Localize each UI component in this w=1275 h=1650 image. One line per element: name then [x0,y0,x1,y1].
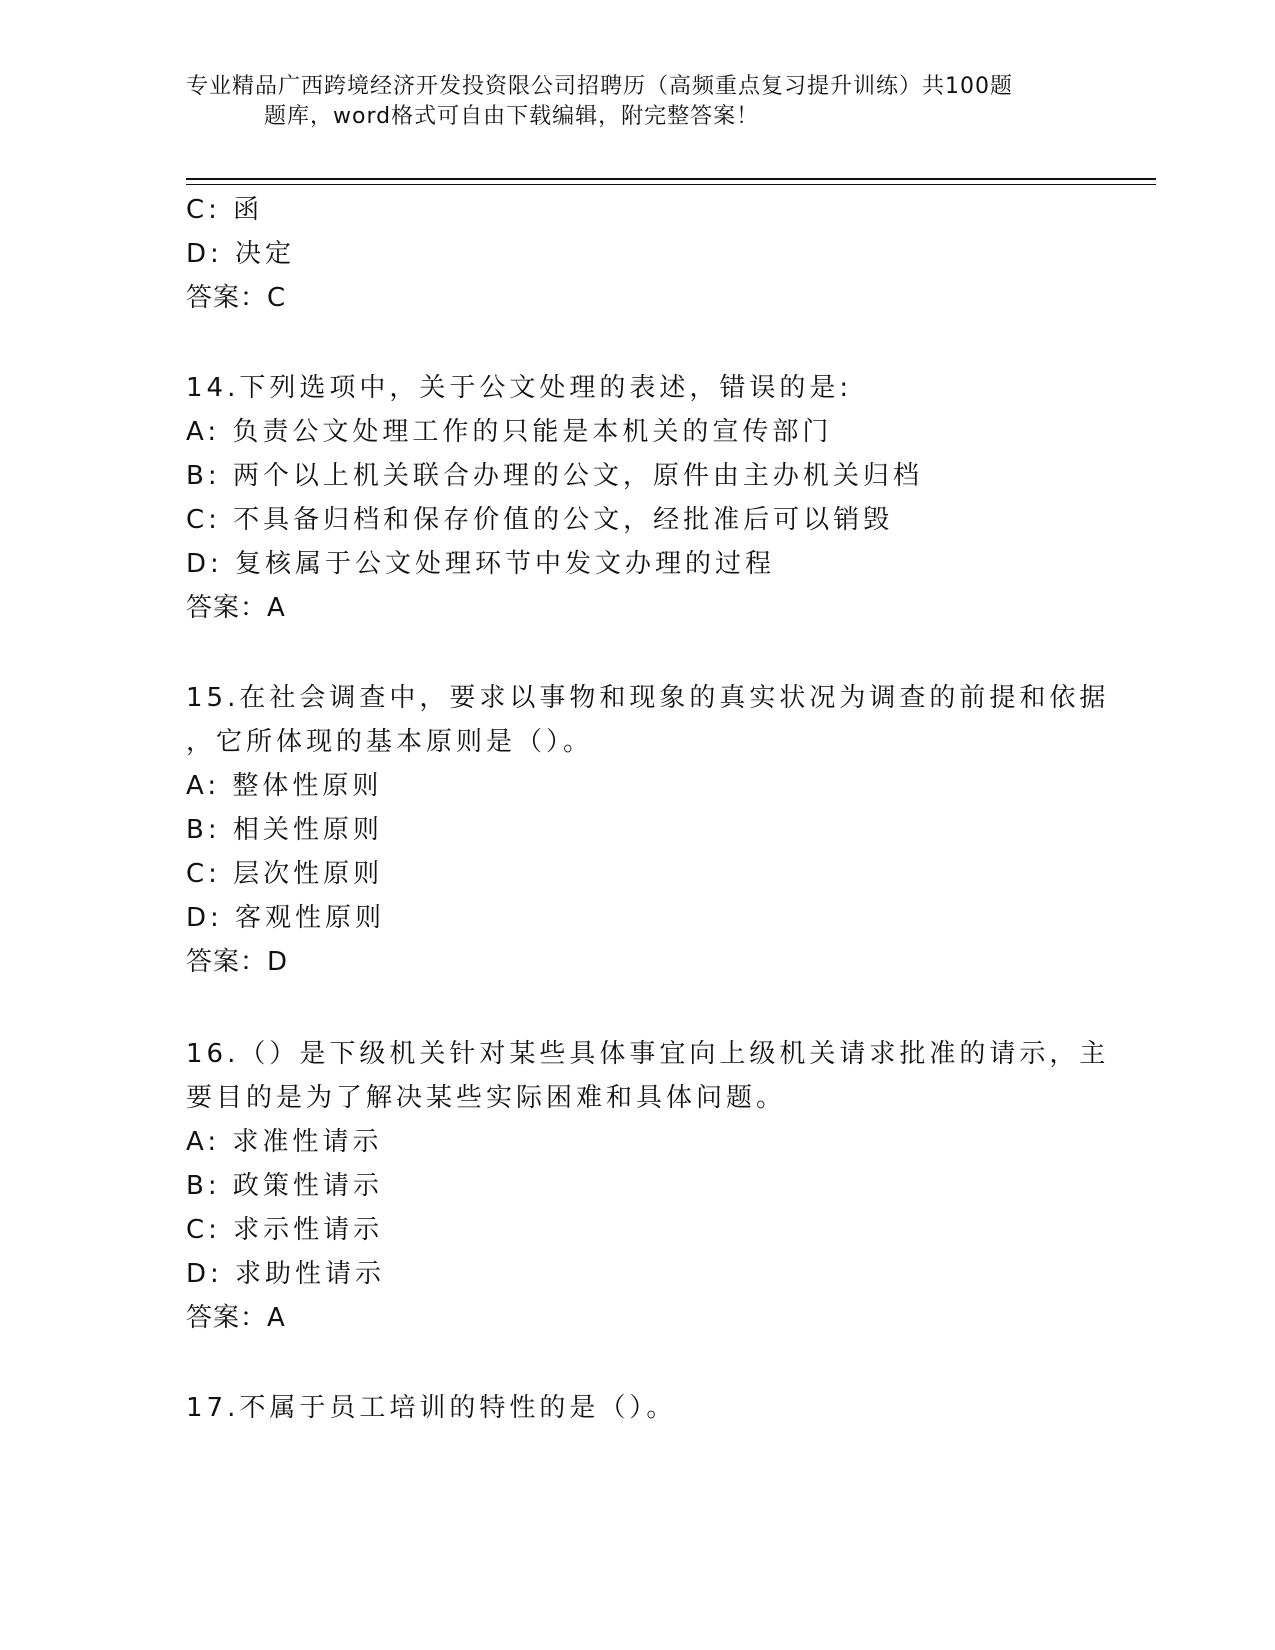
q13-option-d: D: 决定 [186,239,296,269]
header-divider-thick [186,178,1156,180]
q15-question-line-2: ，它所体现的基本原则是（）。 [186,727,594,757]
q14-option-a: A: 负责公文处理工作的只能是本机关的宣传部门 [186,417,833,447]
q16-option-c: C: 求示性请示 [186,1215,384,1245]
q14-answer: 答案：A [186,593,286,623]
q14-option-b: B: 两个以上机关联合办理的公文，原件由主办机关归档 [186,461,923,491]
q15-question-line-1: 15.在社会调查中，要求以事物和现象的真实状况为调查的前提和依据 [186,683,1110,713]
header-title-line-2: 题库，word格式可自由下载编辑，附完整答案！ [264,104,760,129]
q17-question: 17.不属于员工培训的特性的是（）。 [186,1393,677,1423]
q15-option-b: B: 相关性原则 [186,815,383,845]
q16-option-d: D: 求助性请示 [186,1259,386,1289]
q13-option-c: C: 函 [186,195,264,225]
q15-option-d: D: 客观性原则 [186,903,386,933]
q16-answer: 答案：A [186,1303,286,1333]
q14-option-c: C: 不具备归档和保存价值的公文，经批准后可以销毁 [186,505,894,535]
q16-question-line-2: 要目的是为了解决某些实际困难和具体问题。 [186,1083,787,1113]
q15-option-c: C: 层次性原则 [186,859,384,889]
q16-option-a: A: 求准性请示 [186,1127,383,1157]
q16-question-line-1: 16.（）是下级机关针对某些具体事宜向上级机关请求批准的请示，主 [186,1039,1110,1069]
document-header [186,72,1086,132]
q13-answer: 答案：C [186,283,287,313]
q16-option-b: B: 政策性请示 [186,1171,383,1201]
q14-question: 14.下列选项中，关于公文处理的表述，错误的是: [186,373,853,403]
q15-option-a: A: 整体性原则 [186,771,383,801]
header-title-line-1: 专业精品广西跨境经济开发投资限公司招聘历（高频重点复习提升训练）共100题 [186,74,1013,99]
q15-answer: 答案：D [186,947,289,977]
q14-option-d: D: 复核属于公文处理环节中发文办理的过程 [186,549,776,579]
header-divider-thin [186,184,1156,185]
